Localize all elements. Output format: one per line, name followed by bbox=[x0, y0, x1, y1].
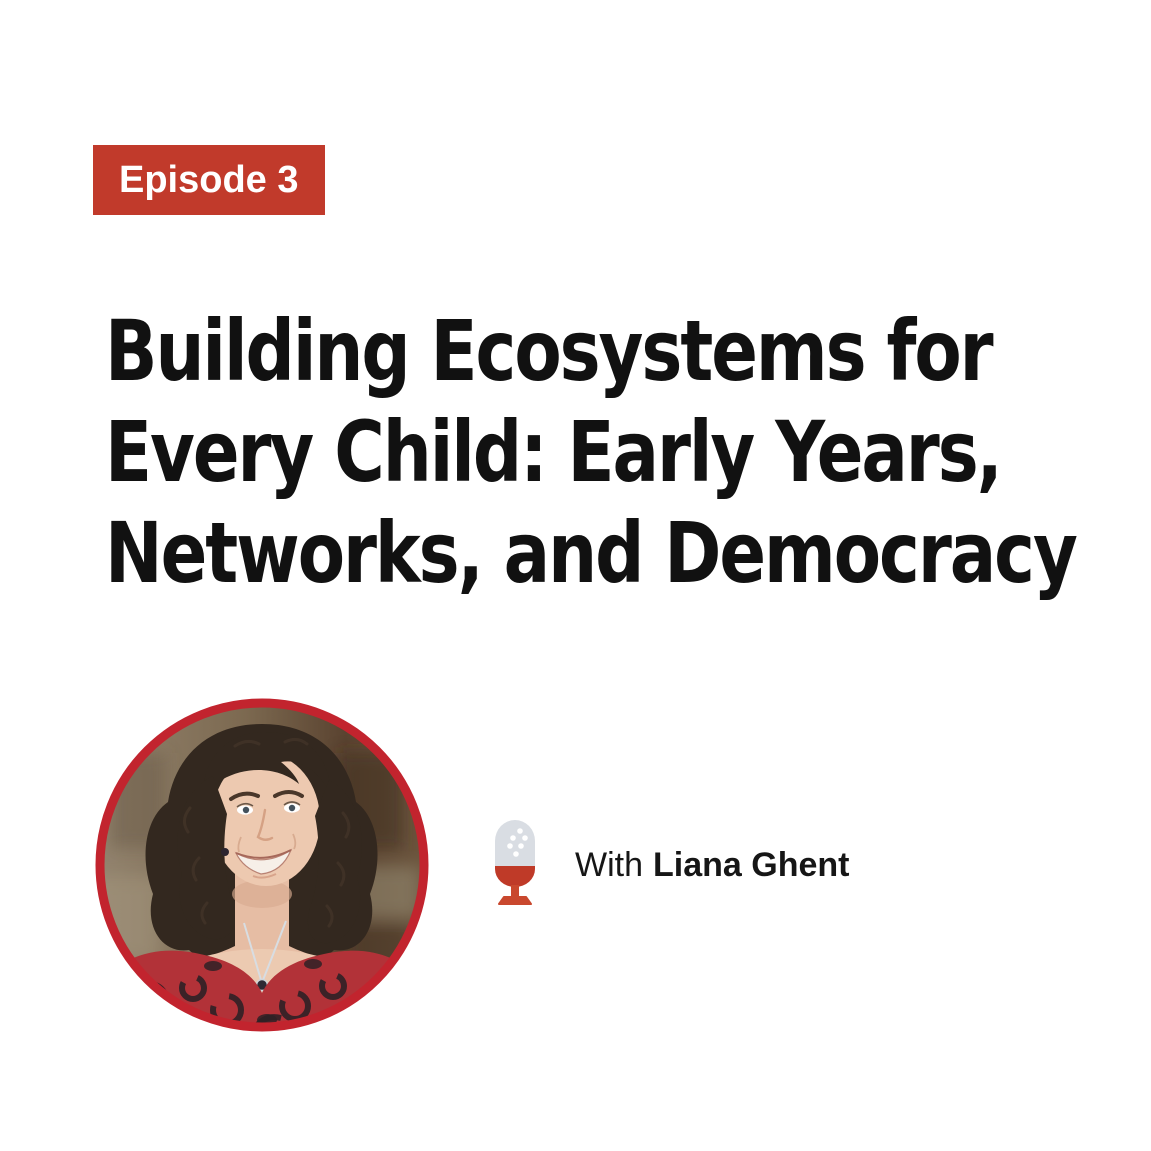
title-line-2: Every Child: Early Years, bbox=[105, 403, 1001, 501]
guest-caption bbox=[575, 845, 849, 885]
caption-prefix: With bbox=[575, 846, 643, 884]
episode-badge bbox=[93, 145, 325, 215]
microphone-icon bbox=[490, 818, 540, 906]
episode-badge-label: Episode 3 bbox=[119, 158, 299, 201]
title-line-1: Building Ecosystems for bbox=[105, 302, 992, 400]
guest-photo bbox=[95, 698, 429, 1032]
guest-portrait-photo bbox=[95, 698, 429, 1032]
guest-name: Liana Ghent bbox=[653, 846, 850, 884]
title-line-3: Networks, and Democracy bbox=[105, 504, 1076, 602]
episode-title bbox=[105, 301, 1076, 604]
